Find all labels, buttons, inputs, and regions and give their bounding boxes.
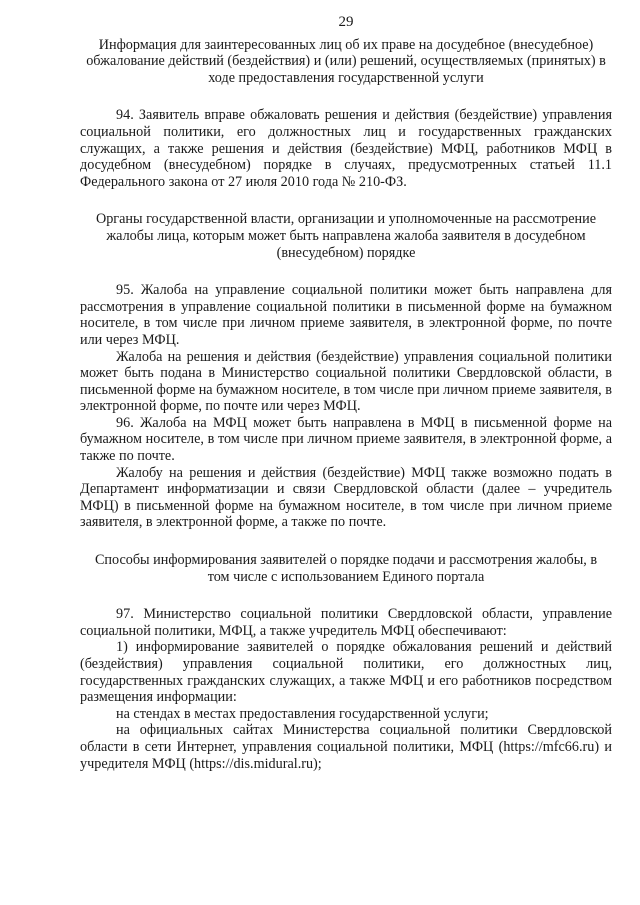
paragraph-94: 94. Заявитель вправе обжаловать решения и действия (бездействие) управления социальной политики, его должностных лиц и государственных гражданских служащих, а также решения и действия (бездействие) МФЦ, работников МФЦ в досудебном (внесудебном) порядке в случаях, предусмотренных статьей 11.1 Федерального закона от 27 июля 2010 года № 210-ФЗ. xyxy=(80,107,612,190)
section-heading-complaint-bodies: Органы государственной власти, организации и уполномоченные на рассмотрение жалобы лица, которым может быть направлена жалоба заявителя в досудебном (внесудебном) порядке xyxy=(95,211,597,261)
paragraph-97-item-1-websites: на официальных сайтах Министерства социальной политики Свердловской области в сети Интернет, управления социальной политики, МФЦ (https://mfc66.ru) и учредителя МФЦ (https://dis.midural.ru); xyxy=(80,722,612,772)
paragraph-97: 97. Министерство социальной политики Свердловской области, управление социальной политики, МФЦ, а также учредитель МФЦ обеспечивают: xyxy=(80,606,612,639)
paragraph-96-continued: Жалобу на решения и действия (бездействие) МФЦ также возможно подать в Департамент информатизации и связи Свердловской области (далее – учредитель МФЦ) в письменной форме на бумажном носителе, в том числе при личном приеме заявителя, в электронной форме, а также по почте. xyxy=(80,464,612,531)
section-heading-appeal-rights: Информация для заинтересованных лиц об их праве на досудебное (внесудебное) обжалование действий (бездействия) и (или) решений, осуществляемых (принятых) в ходе предоставления государственной услуги xyxy=(86,36,606,86)
paragraph-97-item-1-stands: на стендах в местах предоставления государственной услуги; xyxy=(116,705,489,722)
page-number: 29 xyxy=(338,14,354,30)
paragraph-97-item-1: 1) информирование заявителей о порядке обжалования решений и действий (бездействия) управления социальной политики, его должностных лиц, государственных гражданских служащих, а также МФЦ и его работников посредством размещения информации: xyxy=(80,639,612,706)
paragraph-95-continued: Жалоба на решения и действия (бездействие) управления социальной политики может быть подана в Министерство социальной политики Свердловской области, в письменной форме на бумажном носителе, в том числе при личном приеме заявителя, в электронной форме, по почте или через МФЦ. xyxy=(80,348,612,415)
section-heading-informing-methods: Способы информирования заявителей о порядке подачи и рассмотрения жалобы, в том числе с использованием Единого портала xyxy=(94,552,598,585)
paragraph-95: 95. Жалоба на управление социальной политики может быть направлена для рассмотрения в управление социальной политики в письменной форме на бумажном носителе, в том числе при личном приеме заявителя, в электронной форме, по почте или через МФЦ. xyxy=(80,282,612,348)
paragraph-96: 96. Жалоба на МФЦ может быть направлена в МФЦ в письменной форме на бумажном носителе, в том числе при личном приеме заявителя, в электронной форме, а также по почте. xyxy=(80,414,612,465)
